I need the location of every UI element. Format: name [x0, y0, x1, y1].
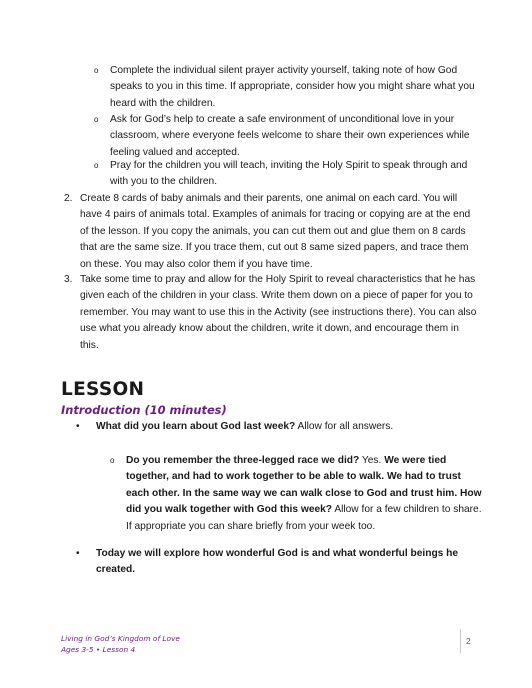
bullet-marker: •	[76, 548, 80, 559]
followup-instruction-text: Allow for a few children to share. If appropriate you can share briefly from your week too.	[126, 504, 482, 532]
bullet-marker: •	[76, 421, 80, 432]
prep-numbered-item	[64, 191, 480, 273]
footer-divider	[460, 629, 461, 653]
footer-subtitle: Ages 3-5 • Lesson 4	[61, 644, 136, 654]
question-bullet	[76, 419, 480, 435]
question-instruction-text: Allow for all answers.	[295, 421, 394, 432]
statement-bullet	[76, 546, 480, 579]
list-marker: o	[110, 456, 115, 465]
list-marker: o	[94, 66, 99, 75]
page-footer	[61, 634, 180, 655]
followup-bold-text: Do you remember the three-legged race we did?	[126, 455, 360, 466]
page-number: 2	[466, 636, 471, 646]
prep-sub-item-text: Ask for God’s help to create a safe environment of unconditional love in your classroom, where everyone feels welcome to share their own experiences while feeling valued and accepted.	[110, 114, 470, 158]
list-number: 2.	[64, 193, 73, 204]
prep-sub-item-text: Complete the individual silent prayer activity yourself, taking note of how God speaks to you in this time. If appropriate, consider how you might share what you heard with the children.	[110, 65, 475, 109]
followup-sub-item	[110, 453, 484, 535]
prep-numbered-item-text: Create 8 cards of baby animals and their parents, one animal on each card. You will have 4 pairs of animals total. Examples of animals for tracing or copying are at the end of the lesson. If you copy the animals, you can cut them out and glue them on 8 cards that are the same size. If you trace them, cut out 8 same sized papers, and trace them on these. You may also color them if you have time.	[80, 193, 471, 270]
prep-sub-item-text: Pray for the children you will teach, inviting the Holy Spirit to speak through and with you to the children.	[110, 160, 468, 188]
prep-numbered-item	[64, 272, 480, 354]
list-marker: o	[94, 161, 99, 170]
section-heading: LESSON	[61, 379, 145, 400]
followup-bold-text: We were tied together, and had to work together to be able to walk. We had to trust each other. In the same way we can walk close to God and trust him. How did you walk together with God this week?	[126, 455, 482, 516]
prep-sub-item	[94, 63, 480, 112]
footer-title: Living in God’s Kingdom of Love	[61, 634, 180, 643]
prep-numbered-item-text: Take some time to pray and allow for the Holy Spirit to reveal characteristics that he has given each of the children in your class. Write them down on a piece of paper for you to remember. You may want to use this in the Activity (see instructions there). You can also use what you already know about the children, write it down, and encourage them in this.	[80, 274, 477, 351]
statement-bold-text: Today we will explore how wonderful God is and what wonderful beings he created.	[96, 548, 459, 576]
question-bold-text: What did you learn about God last week?	[96, 421, 296, 432]
section-subheading: Introduction (10 minutes)	[61, 403, 227, 417]
prep-sub-item	[94, 158, 480, 191]
list-number: 3.	[64, 274, 73, 285]
prep-sub-item	[94, 112, 480, 161]
list-marker: o	[94, 115, 99, 124]
followup-normal-text: Yes.	[359, 455, 385, 466]
